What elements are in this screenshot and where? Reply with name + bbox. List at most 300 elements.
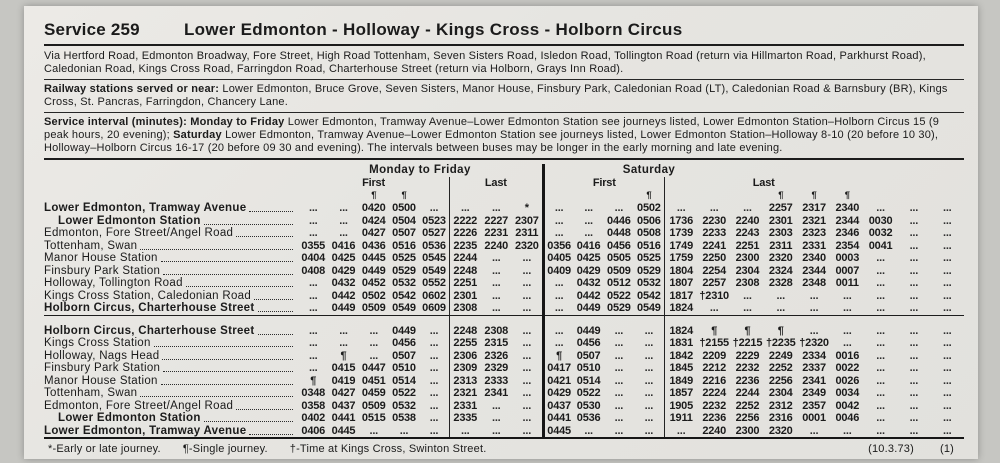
issue-date-code: (10.3.73) (868, 443, 914, 455)
table-row (44, 265, 964, 278)
time-cell: ... (339, 337, 348, 349)
time-cell: 2251 (735, 239, 760, 252)
time-cell: ... (876, 387, 885, 399)
time-cell: ... (429, 387, 439, 399)
time-cell: ... (731, 302, 764, 315)
time-cell: 2250 (702, 252, 727, 264)
time-cell: ... (429, 362, 439, 374)
time-cell: ... (419, 425, 449, 439)
time-cell: 0529 (604, 302, 634, 315)
marker-cell: ¶ (646, 189, 652, 201)
railway-stations-note (44, 83, 964, 109)
time-cell: ... (831, 425, 864, 439)
time-cell: 2235 (449, 240, 480, 253)
dotted-leader (249, 211, 293, 212)
time-cell: ... (359, 425, 389, 439)
time-cell: 0542 (637, 289, 661, 302)
time-cell: 0510 (392, 362, 416, 374)
time-cell: ... (909, 349, 919, 362)
time-cell: 0507 (392, 227, 416, 239)
time-cell: ... (876, 399, 885, 412)
time-cell: ... (614, 337, 624, 349)
time-cell: 2348 (802, 277, 826, 289)
time-cell: 2251 (449, 277, 480, 290)
time-cell: ... (429, 337, 439, 349)
time-cell: ... (909, 289, 919, 302)
time-cell: 0516 (392, 239, 416, 252)
note-text: Lower Edmonton, Tramway Avenue–Lower Edmonton Station see journeys listed, Lower Edmonton Station–Holborn Circus 15 (9 peak hours, 20 evening); (44, 116, 940, 141)
station-name-wrap (44, 337, 298, 350)
station-name: Tottenham, Swan (44, 239, 138, 252)
station-name: Edmonton, Fore Street/Angel Road (44, 227, 234, 239)
table-row (44, 400, 964, 413)
time-cell: ... (389, 425, 419, 439)
marker-row (44, 190, 964, 203)
station-name: Kings Cross Station (44, 337, 151, 349)
page-header (44, 20, 964, 40)
time-cell: ... (909, 387, 919, 399)
time-cell: ... (543, 325, 573, 338)
group-label-row (44, 177, 964, 190)
time-cell: ... (909, 227, 919, 239)
time-cell: 0427 (361, 227, 386, 239)
time-cell: 2308 (735, 277, 760, 289)
time-cell: 1807 (664, 277, 697, 290)
time-cell: 0427 (331, 387, 356, 399)
time-cell: 0508 (637, 227, 661, 239)
time-cell: ... (664, 202, 697, 215)
time-cell: 1824 (664, 302, 697, 315)
time-cell: 0007 (835, 264, 860, 277)
time-cell: ... (614, 362, 624, 374)
time-cell: 1905 (664, 400, 697, 413)
time-cell: 0429 (576, 264, 601, 277)
station-name-wrap (44, 400, 298, 413)
time-cell: ... (709, 202, 719, 214)
time-cell: 0445 (328, 425, 358, 439)
time-cell: ... (876, 337, 885, 349)
station-name-cell (44, 215, 298, 228)
station-name-wrap (44, 265, 298, 278)
time-cell: ... (522, 399, 532, 412)
time-cell: ... (843, 337, 852, 349)
time-cell: ... (876, 202, 885, 214)
time-cell: 0530 (576, 399, 601, 412)
station-name-cell (44, 350, 298, 363)
time-cell: ... (369, 349, 379, 362)
time-cell: 2241 (702, 239, 727, 252)
time-cell: ... (931, 425, 964, 439)
time-cell: 0538 (392, 412, 416, 424)
time-cell: ... (644, 324, 654, 337)
time-cell: ... (481, 425, 512, 439)
time-cell: 0549 (634, 302, 664, 315)
time-cell: 0420 (361, 202, 386, 214)
time-cell: ... (909, 264, 919, 277)
time-cell: 0515 (361, 412, 386, 424)
time-cell: 0522 (392, 387, 416, 399)
table-row (44, 337, 964, 350)
time-cell: ... (909, 324, 919, 337)
spacer-cell (298, 315, 449, 325)
time-cell: 2301 (768, 214, 793, 227)
station-name: Lower Edmonton Station (58, 412, 201, 424)
time-cell: ... (909, 399, 919, 412)
note-text: Service interval (minutes): (44, 116, 191, 128)
dotted-leader (204, 421, 293, 422)
table-row (44, 215, 964, 228)
timetable-header (44, 164, 964, 202)
time-cell: 2324 (768, 264, 793, 277)
dotted-leader (163, 371, 293, 372)
time-cell: ... (876, 289, 885, 302)
time-cell: ... (644, 337, 654, 349)
time-cell: 2301 (449, 290, 480, 303)
time-cell: 2257 (702, 277, 727, 289)
station-name: Holborn Circus, Charterhouse Street (44, 302, 255, 314)
time-cell: 0514 (392, 374, 416, 387)
service-interval-note (44, 116, 964, 155)
time-cell: 0549 (389, 302, 419, 315)
time-cell: 2313 (449, 375, 480, 388)
time-cell: 0536 (422, 239, 446, 252)
time-cell: 0448 (607, 227, 631, 239)
time-cell: 0446 (607, 214, 631, 227)
time-cell: ... (522, 252, 532, 264)
time-cell: 2357 (802, 399, 826, 412)
time-cell: ... (614, 349, 624, 362)
time-cell: 2334 (802, 349, 826, 362)
time-cell: 0525 (637, 252, 661, 264)
station-name-wrap (44, 240, 298, 253)
time-cell: 2236 (735, 374, 760, 387)
dotted-leader (258, 311, 294, 312)
time-cell: ... (864, 302, 897, 315)
time-cell: 0451 (361, 374, 386, 387)
dotted-leader (163, 274, 293, 275)
time-cell: 2344 (802, 264, 826, 277)
timetable (44, 164, 964, 439)
time-cell: 2244 (449, 252, 480, 265)
time-cell: ... (743, 289, 752, 302)
dotted-leader (140, 249, 293, 250)
dotted-leader (204, 224, 293, 225)
time-cell: 0442 (331, 289, 356, 302)
time-cell: ... (429, 349, 439, 362)
time-cell: ... (942, 362, 952, 374)
time-cell: 2311 (769, 239, 793, 252)
station-name-cell (44, 337, 298, 350)
time-cell: 2303 (768, 227, 793, 239)
time-cell: 2300 (735, 252, 760, 264)
time-cell: 0507 (392, 349, 416, 362)
dotted-leader (258, 334, 294, 335)
time-cell: 1831 (664, 337, 697, 350)
timetable-page (24, 6, 978, 459)
time-cell: ... (942, 239, 952, 252)
time-cell: ... (942, 277, 952, 289)
time-cell: 2320 (764, 425, 797, 439)
time-cell: ... (614, 324, 624, 337)
time-cell: ... (942, 202, 952, 214)
dotted-leader (162, 359, 293, 360)
station-name-cell (44, 227, 298, 240)
time-cell: 0432 (331, 277, 356, 289)
time-cell: 0419 (331, 374, 356, 387)
station-name-cell (44, 400, 298, 413)
time-cell: 0452 (361, 277, 386, 289)
time-cell: 2216 (702, 374, 727, 387)
day-header-sat: Saturday (543, 164, 964, 177)
time-cell: 0042 (835, 399, 860, 412)
time-cell: 2309 (449, 362, 480, 375)
marker-cell (897, 190, 930, 203)
marker-cell (419, 190, 449, 203)
time-cell: ... (429, 202, 439, 214)
time-cell: ... (644, 374, 654, 387)
time-cell: 0041 (868, 239, 893, 252)
time-cell: ... (308, 362, 318, 374)
time-cell: 1817 (664, 290, 697, 303)
station-name: Holborn Circus, Charterhouse Street (44, 324, 255, 337)
marker-cell: ¶ (811, 189, 817, 201)
station-name: Manor House Station (44, 374, 158, 387)
time-cell: ... (543, 277, 573, 290)
time-cell: ... (308, 349, 318, 362)
time-cell: ... (876, 349, 885, 362)
spacer-cell (44, 190, 298, 203)
time-cell: ... (764, 302, 797, 315)
marker-cell: ¶ (401, 189, 407, 201)
time-cell: 2341 (802, 374, 826, 387)
table-top-rule (44, 158, 964, 160)
station-name-wrap (44, 215, 298, 228)
time-cell: 0449 (392, 324, 416, 337)
time-cell: 2316 (768, 412, 793, 424)
note-text: Lower Edmonton, Tramway Avenue–Lower Edmonton Station see journeys listed, Lower Edmonton Station–Holloway 8-10 (20 before 10 30), Holloway–Holborn Circus 16-17 (20 before 09 30 and evening). The intervals between buses may be longer in the early morning and late evening. (44, 129, 939, 154)
marker-cell (449, 190, 480, 203)
station-name-wrap (44, 252, 298, 265)
time-cell: 1736 (664, 215, 697, 228)
time-cell: ... (522, 324, 532, 337)
time-cell: ... (909, 277, 919, 289)
time-cell: 0424 (361, 214, 386, 227)
time-cell: ... (522, 289, 532, 302)
time-cell: 2337 (802, 362, 826, 374)
time-cell: ... (909, 202, 919, 214)
direction-gap-row (44, 315, 964, 325)
footnote-single-journey: ¶-Single journey. (182, 443, 268, 455)
time-cell: ... (614, 387, 624, 399)
time-cell: ... (491, 264, 501, 277)
time-cell: ... (614, 202, 624, 214)
time-cell: 0609 (419, 302, 449, 315)
marker-cell (481, 190, 512, 203)
time-cell: ... (584, 214, 593, 227)
time-cell: 2331 (449, 400, 480, 413)
spacer-cell (44, 177, 298, 190)
spacer-cell (44, 315, 298, 325)
time-cell: ... (942, 387, 952, 399)
time-cell: ... (776, 289, 786, 302)
time-cell: 0416 (576, 239, 601, 252)
time-cell: 2346 (835, 227, 860, 239)
time-cell: 0525 (392, 252, 416, 264)
time-cell: 1849 (664, 375, 697, 388)
time-cell: 0003 (835, 252, 860, 264)
time-cell: 2255 (449, 337, 480, 350)
time-cell: ... (429, 412, 439, 424)
time-cell: ... (909, 214, 919, 227)
dotted-leader (249, 434, 293, 435)
time-cell: ... (664, 425, 697, 439)
time-cell: ... (644, 412, 654, 424)
time-cell: ... (522, 412, 532, 424)
time-cell: 0442 (576, 289, 601, 302)
time-cell: ... (909, 337, 919, 349)
dotted-leader (161, 261, 293, 262)
table-row (44, 302, 964, 315)
group-label: First (362, 177, 385, 189)
station-name-wrap (44, 375, 298, 388)
time-cell: ... (339, 214, 348, 227)
time-cell: 0449 (361, 264, 386, 277)
station-name-cell (44, 362, 298, 375)
table-row (44, 375, 964, 388)
marker-cell (698, 190, 731, 203)
time-cell: 2328 (768, 277, 793, 289)
time-cell: 0425 (576, 252, 601, 264)
time-cell: 2232 (702, 399, 727, 412)
time-cell: †2310 (699, 289, 729, 302)
time-cell: 0456 (392, 337, 416, 349)
time-cell: ... (308, 289, 318, 302)
time-cell: 0034 (835, 387, 860, 399)
time-cell: 0026 (835, 374, 860, 387)
footnote-early-late: *-Early or late journey. (48, 443, 161, 455)
time-cell: 2312 (768, 399, 793, 412)
station-name-wrap (44, 277, 298, 290)
time-cell: ... (491, 252, 501, 264)
group-label: First (543, 177, 664, 190)
table-row (44, 240, 964, 253)
time-cell: 0405 (543, 252, 573, 265)
time-cell: 0510 (576, 362, 601, 374)
marker-cell (604, 190, 634, 203)
time-cell: 2320 (514, 239, 539, 252)
marker-cell: ¶ (371, 189, 377, 201)
time-cell: 0514 (576, 374, 601, 387)
time-cell: †2320 (799, 337, 829, 349)
time-cell: 0527 (422, 227, 446, 239)
time-cell: 1857 (664, 387, 697, 400)
time-cell: 2248 (449, 325, 480, 338)
time-cell: 2212 (702, 362, 727, 374)
time-cell: †2215 (732, 337, 763, 349)
time-cell: 2229 (735, 349, 760, 362)
time-cell: ... (298, 302, 328, 315)
time-cell: 2244 (735, 387, 760, 399)
time-cell: ... (864, 425, 897, 439)
time-cell: 0507 (576, 349, 601, 362)
time-cell: ... (876, 277, 885, 289)
time-cell: ... (308, 202, 318, 214)
marker-cell (731, 190, 764, 203)
time-cell: 0421 (543, 375, 573, 388)
time-cell: 0529 (637, 264, 661, 277)
time-cell: 0348 (301, 387, 326, 399)
time-cell: 0404 (301, 252, 326, 264)
time-cell: 0022 (835, 362, 860, 374)
time-cell: 0011 (835, 277, 859, 289)
time-cell: 0549 (422, 264, 446, 277)
time-cell: ... (543, 202, 573, 215)
station-name-cell (44, 240, 298, 253)
time-cell: 0522 (607, 289, 631, 302)
time-cell: 2340 (802, 252, 826, 264)
table-row (44, 350, 964, 363)
time-cell: ... (644, 362, 654, 374)
time-cell: 0545 (422, 252, 446, 264)
station-name-wrap (44, 202, 298, 215)
dotted-leader (154, 346, 293, 347)
time-cell: 0429 (331, 264, 356, 277)
station-name-cell (44, 265, 298, 278)
time-cell: ... (522, 277, 532, 289)
time-cell: 0432 (576, 277, 601, 289)
time-cell: 0542 (392, 289, 416, 302)
time-cell: ... (614, 412, 624, 424)
time-cell: ¶ (744, 324, 751, 337)
time-cell: * (524, 202, 529, 214)
time-cell: 0406 (298, 425, 328, 439)
table-row (44, 277, 964, 290)
time-cell: ... (644, 349, 654, 362)
table-row (44, 412, 964, 425)
group-label: Last (664, 177, 964, 190)
time-cell: ... (522, 387, 532, 399)
time-cell: ... (614, 399, 624, 412)
station-name-cell (44, 325, 298, 338)
time-cell: ... (522, 337, 532, 349)
time-cell: 0402 (301, 412, 326, 424)
time-cell: ... (942, 227, 952, 239)
time-cell: 2320 (768, 252, 793, 264)
time-cell: ... (491, 412, 501, 424)
time-cell: 0449 (576, 324, 601, 337)
time-cell: †2235 (765, 337, 796, 349)
time-cell: ... (512, 302, 543, 315)
time-cell: ... (308, 324, 318, 337)
time-cell: 0449 (574, 302, 604, 315)
time-cell: 0416 (331, 239, 356, 252)
time-cell: 2232 (735, 362, 760, 374)
dotted-leader (186, 286, 293, 287)
time-cell: 2317 (802, 202, 826, 214)
time-cell: 0532 (392, 399, 416, 412)
time-cell: ... (522, 362, 532, 374)
time-cell: 1842 (664, 350, 697, 363)
time-cell: ... (543, 290, 573, 303)
time-cell: 1911 (664, 412, 697, 425)
time-cell: ... (449, 425, 480, 439)
time-cell: 2331 (802, 239, 826, 252)
marker-cell: ¶ (844, 189, 850, 201)
time-cell: ¶ (340, 349, 347, 362)
time-cell: 2243 (735, 227, 760, 239)
time-cell: 0459 (361, 387, 386, 399)
time-cell: ... (942, 289, 952, 302)
